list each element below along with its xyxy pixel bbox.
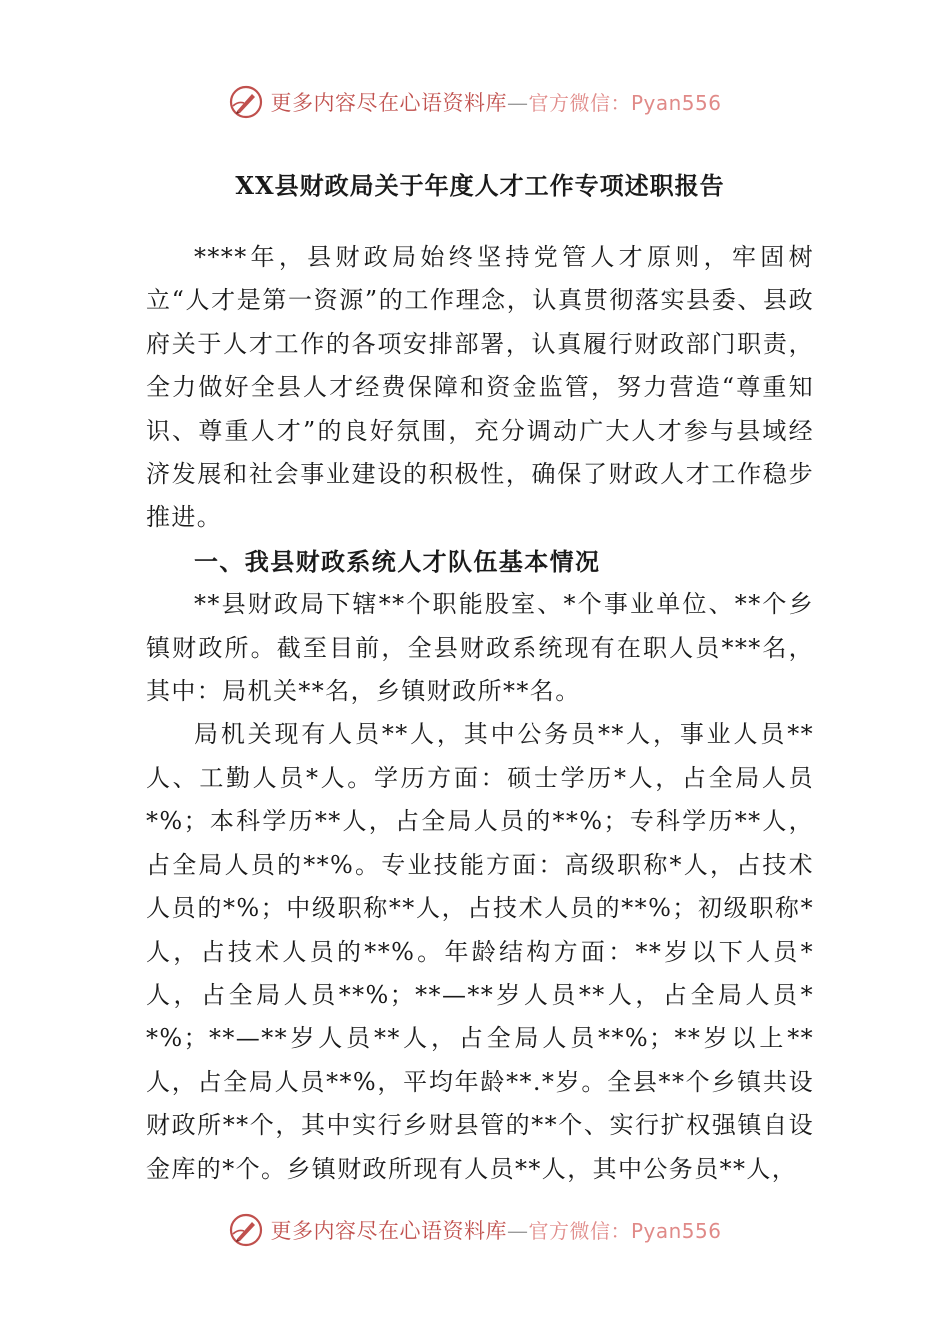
watermark-main-text: 更多内容尽在心语资料库 <box>270 1219 507 1243</box>
watermark-main-text: 更多内容尽在心语资料库 <box>270 91 507 115</box>
watermark-header <box>0 82 950 122</box>
pen-logo-icon <box>228 84 264 120</box>
section-heading-1: 一、我县财政系统人才队伍基本情况 <box>194 546 601 576</box>
section-1-paragraph-1: **县财政局下辖**个职能股室、*个事业单位、**个乡镇财政所。截至目前，全县财政系统现有在职人员***名，其中：局机关**名，乡镇财政所**名。 <box>146 590 814 706</box>
pen-logo-icon <box>228 1212 264 1248</box>
watermark-wechat-text: 官方微信：Pyan556 <box>528 91 722 115</box>
document-title: XX县财政局关于年度人才工作专项述职报告 <box>235 171 725 200</box>
watermark-wechat-text: 官方微信：Pyan556 <box>528 1219 722 1243</box>
document-content <box>146 236 814 1191</box>
section-1-paragraph-2: 局机关现有人员**人，其中公务员**人，事业人员**人、工勤人员*人。学历方面：硕士学历*人，占全局人员*%；本科学历**人，占全局人员的**%；专科学历**人，占全局人员的**%。专业技能方面：高级职称*人，占技术人员的*%；中级职称**人，占技术人员的**%；初级职称*人，占技术人员的**%。年龄结构方面：**岁以下人员*人，占全局人员**%；**—**岁人员**人，占全局人员**%；**—**岁人员**人，占全局人员**%；**岁以上**人，占全局人员**%，平均年龄**.*岁。全县**个乡镇共设财政所**个，其中实行乡财县管的**个、实行扩权强镇自设金库的*个。乡镇财政所现有人员**人，其中公务员**人， <box>146 720 814 1183</box>
watermark-footer <box>0 1210 950 1250</box>
watermark-separator: — <box>506 1219 529 1243</box>
intro-paragraph: ****年，县财政局始终坚持党管人才原则，牢固树立“人才是第一资源”的工作理念，认真贯彻落实县委、县政府关于人才工作的各项安排部署，认真履行财政部门职责，全力做好全县人才经费保障和资金监管，努力营造“尊重知识、尊重人才”的良好氛围，充分调动广大人才参与县域经济发展和社会事业建设的积极性，确保了财政人才工作稳步推进。 <box>146 243 814 532</box>
watermark-separator: — <box>506 91 529 115</box>
